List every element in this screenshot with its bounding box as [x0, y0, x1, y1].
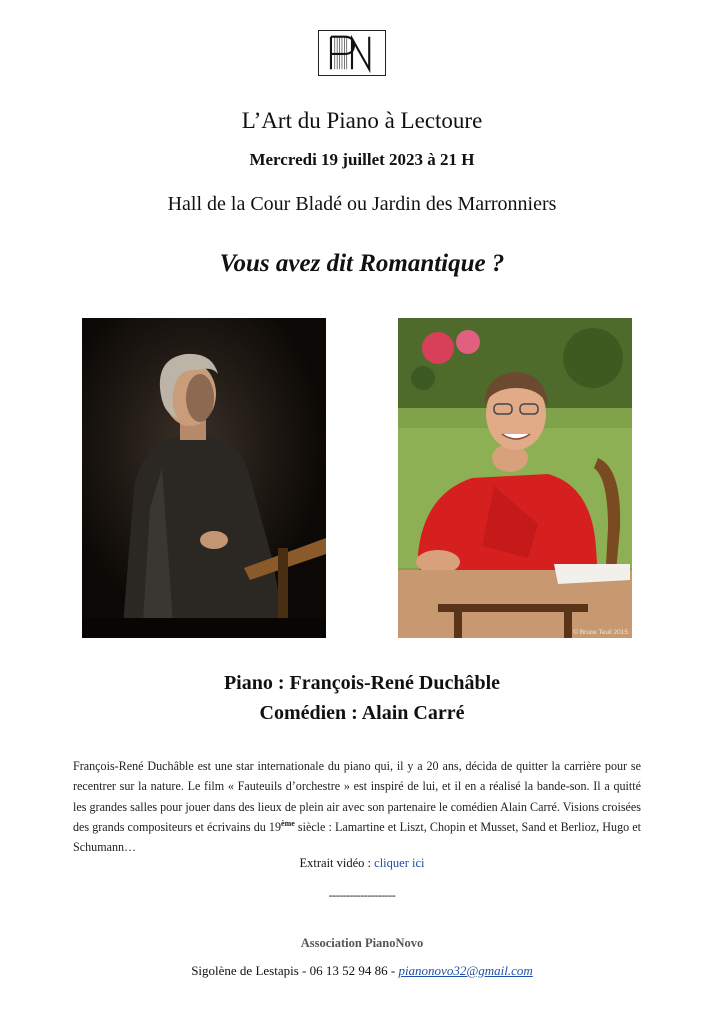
description-text-end: siècle : Lamartine et Liszt, Chopin et Musset, Sand et Berlioz, Hugo et Schumann…	[73, 819, 642, 855]
event-date: Mercredi 19 juillet 2023 à 21 H	[249, 150, 475, 169]
video-link[interactable]: cliquer ici	[374, 856, 425, 870]
separator: -------------------	[328, 888, 396, 902]
video-label: Extrait vidéo :	[299, 856, 375, 870]
email-link[interactable]: pianonovo32@gmail.com	[398, 963, 533, 978]
photo-actor	[398, 318, 632, 638]
century-superscript: ème	[281, 818, 295, 828]
actor-name: Comédien : Alain Carré	[259, 702, 465, 724]
photo-credit: © Bruce Teuil 2015	[573, 629, 628, 636]
pianist-name: Piano : François-René Duchâble	[223, 672, 501, 694]
event-subtitle: Vous avez dit Romantique ?	[219, 250, 505, 277]
contact-text: Sigolène de Lestapis - 06 13 52 94 86 -	[191, 963, 399, 978]
description-text: François-René Duchâble est une star internationale du piano qui, il y a 20 ans, décida de quitter la carrière pour se recentrer sur la nature. Le film « Fauteuils d’orchestre » est inspiré de lui, et il en a réalisé la bande-son. Il a quitté les grandes salles pour jouer dans des lieux de plein air avec son partenaire le comédien Alain Carré. Visions croisées des grands compositeurs et écrivains du 19	[73, 759, 641, 834]
video-line	[0, 856, 724, 871]
association-name: Association PianoNovo	[300, 936, 424, 950]
pianonovo-logo	[318, 30, 386, 76]
event-venue: Hall de la Cour Bladé ou Jardin des Marronniers	[167, 193, 557, 215]
contact-line	[0, 963, 724, 979]
description-paragraph	[73, 756, 641, 857]
photo-pianist	[82, 318, 326, 638]
event-title: L’Art du Piano à Lectoure	[241, 108, 483, 133]
